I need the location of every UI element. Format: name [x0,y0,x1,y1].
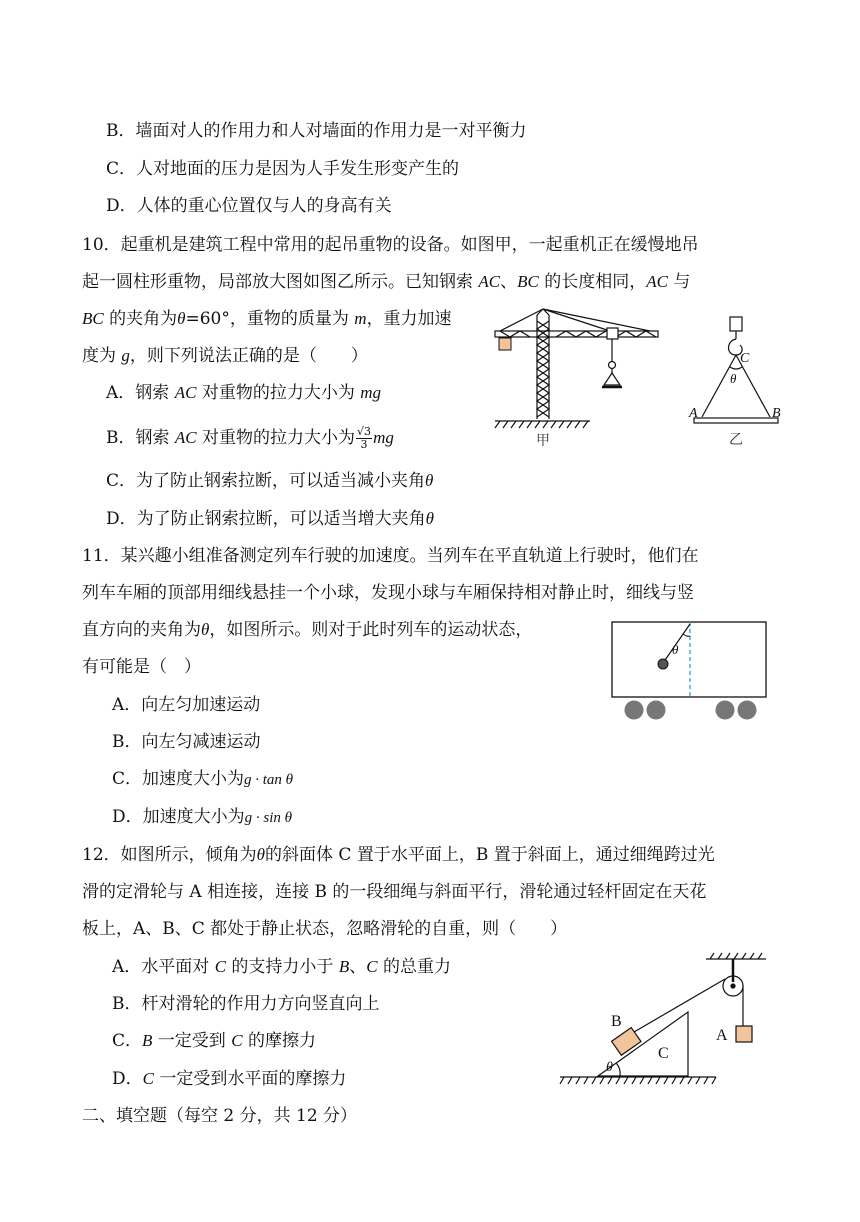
q12-option-a [112,956,451,978]
label-a: A [716,1027,728,1044]
q10-text: 对重物的拉力大小为 [196,383,361,403]
q9-option-b: B．墙面对人的作用力和人对墙面的作用力是一对平衡力 [106,121,527,141]
q11-theta: θ [201,620,210,639]
q10-option-c [106,470,433,492]
label-theta: θ [730,371,737,386]
q12-text: A．水平面对 [112,957,215,977]
q10-text: 对重物的拉力大小为 [196,428,356,448]
q12-text: 一定受到 [152,1031,232,1051]
q11-stem-line1: 11．某兴趣小组准备测定列车行驶的加速度。当列车在平直轨道上行驶时，他们在 [82,546,699,566]
q10-ac: AC [174,428,197,447]
q12-text: 的斜面体 C 置于水平面上，B 置于斜面上，通过细绳跨过光 [265,845,715,865]
q12-text: 一定受到水平面的摩擦力 [153,1069,347,1089]
q10-option-d [106,508,434,530]
label-c: C [740,351,750,366]
train-car-figure [608,618,770,724]
sling-figure-yi [688,313,788,448]
q9-option-d: D．人体的重心位置仅与人的身高有关 [106,196,392,216]
figure-label-jia: 甲 [536,434,550,449]
label-b: B [611,1013,622,1030]
q10-stem-line3 [82,308,452,330]
q12-stem-line1 [82,844,715,866]
q11-formula-tan: g · tan θ [244,772,294,788]
q12-stem-line2: 滑的定滑轮与 A 相连接，连接 B 的一段细绳与斜面平行，滑轮通过轻杆固定在天花 [82,882,707,902]
q12-c: C [214,957,227,976]
block-a [736,1026,752,1042]
figure-label-yi: 乙 [729,433,743,448]
counterweight-block [499,338,511,350]
incline-pulley-figure [556,950,778,1086]
label-a: A [689,406,698,421]
q10-fraction [356,426,372,451]
q11-stem-line2: 列车车厢的顶部用细线悬挂一个小球，发现小球与车厢保持相对静止时，细线与竖 [82,583,694,603]
q9-option-c: C．人对地面的压力是因为人手发生形变产生的 [106,159,460,179]
q10-m: m [354,309,367,328]
train-car-body [612,622,766,697]
q10-ac: AC [478,272,501,291]
wheel [625,701,644,720]
q12-option-d [112,1068,346,1090]
q10-text: A．钢索 [106,383,175,403]
q11-text: C．加速度大小为 [112,769,245,789]
q10-text: 度为 [82,346,122,366]
q10-stem-line2 [82,271,690,293]
q10-text: 的长度相同， [538,272,647,292]
q12-c: C [142,1069,154,1088]
crane-figure-jia [490,305,670,450]
label-theta: θ [672,642,679,657]
q10-option-b [106,426,394,451]
wheel [647,701,666,720]
q10-g: g [121,346,130,365]
q11-option-b: B．向左匀减速运动 [112,732,261,752]
q12-text: 的支持力小于 [226,957,339,977]
q10-mg: mg [373,428,394,447]
q10-text: =60°，重物的质量为 [185,309,355,329]
q10-text: 的夹角为 [103,309,178,329]
q12-text: 、 [349,957,367,977]
q12-text: 12．如图所示，倾角为 [82,845,257,865]
q11-stem-line4: 有可能是（ ） [82,657,201,677]
label-c: C [658,1045,669,1062]
ball [658,659,668,669]
q10-text: 、 [500,272,518,292]
q10-stem-line1: 10．起重机是建筑工程中常用的起吊重物的设备。如图甲，一起重机正在缓慢地吊 [82,235,699,255]
q11-text: ，如图所示。则对于此时列车的运动状态， [209,620,533,640]
q10-option-a [106,382,381,404]
q10-text: C．为了防止钢索拉断，可以适当减小夹角 [106,471,426,491]
q10-text: B．钢索 [106,428,175,448]
q10-theta: θ [177,309,186,328]
q10-text: D．为了防止钢索拉断，可以适当增大夹角 [106,509,426,529]
q12-text: 的摩擦力 [242,1031,316,1051]
q12-stem-line3: 板上，A、B、C 都处于静止状态，忽略滑轮的自重，则（ ） [82,919,568,939]
fraction-numerator: √3 [357,425,372,438]
q11-text: 直方向的夹角为 [82,620,201,640]
q10-theta: θ [425,509,434,528]
q12-c: C [231,1031,243,1050]
q10-text: 起一圆柱形重物，局部放大图如图乙所示。已知钢索 [82,272,479,292]
q10-text: 与 [668,272,691,292]
q10-text: ，重力加速 [366,309,452,329]
q10-text: ，则下列说法正确的是（ ） [129,346,368,366]
section-heading-fill-in: 二、填空题（每空 2 分，共 12 分） [82,1106,358,1126]
q10-bc: BC [517,272,539,291]
q11-option-d [112,806,292,829]
q12-text: D． [112,1069,143,1089]
q10-ac: AC [174,383,197,402]
q12-text: C． [112,1031,143,1051]
q12-option-b: B．杆对滑轮的作用力方向竖直向上 [112,994,380,1014]
q12-option-c [112,1030,316,1052]
q10-mg: mg [360,383,382,402]
wheel [716,701,735,720]
q12-text: 的总重力 [377,957,451,977]
q11-option-a: A．向左匀加速运动 [112,695,261,715]
q11-stem-line3 [82,619,532,641]
q12-b: B [142,1031,153,1050]
label-b: B [772,406,781,421]
q11-formula-sin: g · sin θ [244,810,293,826]
q12-c: C [366,957,378,976]
q11-option-c [112,768,293,791]
q12-theta: θ [256,845,265,864]
q10-stem-line4 [82,345,368,367]
label-theta: θ [606,1060,613,1075]
q10-ac: AC [646,272,669,291]
q10-bc: BC [82,309,104,328]
wheel [738,701,757,720]
q10-theta: θ [425,471,434,490]
q11-text: D．加速度大小为 [112,807,245,827]
fraction-denominator: 3 [360,438,368,451]
q12-b: B [338,957,350,976]
